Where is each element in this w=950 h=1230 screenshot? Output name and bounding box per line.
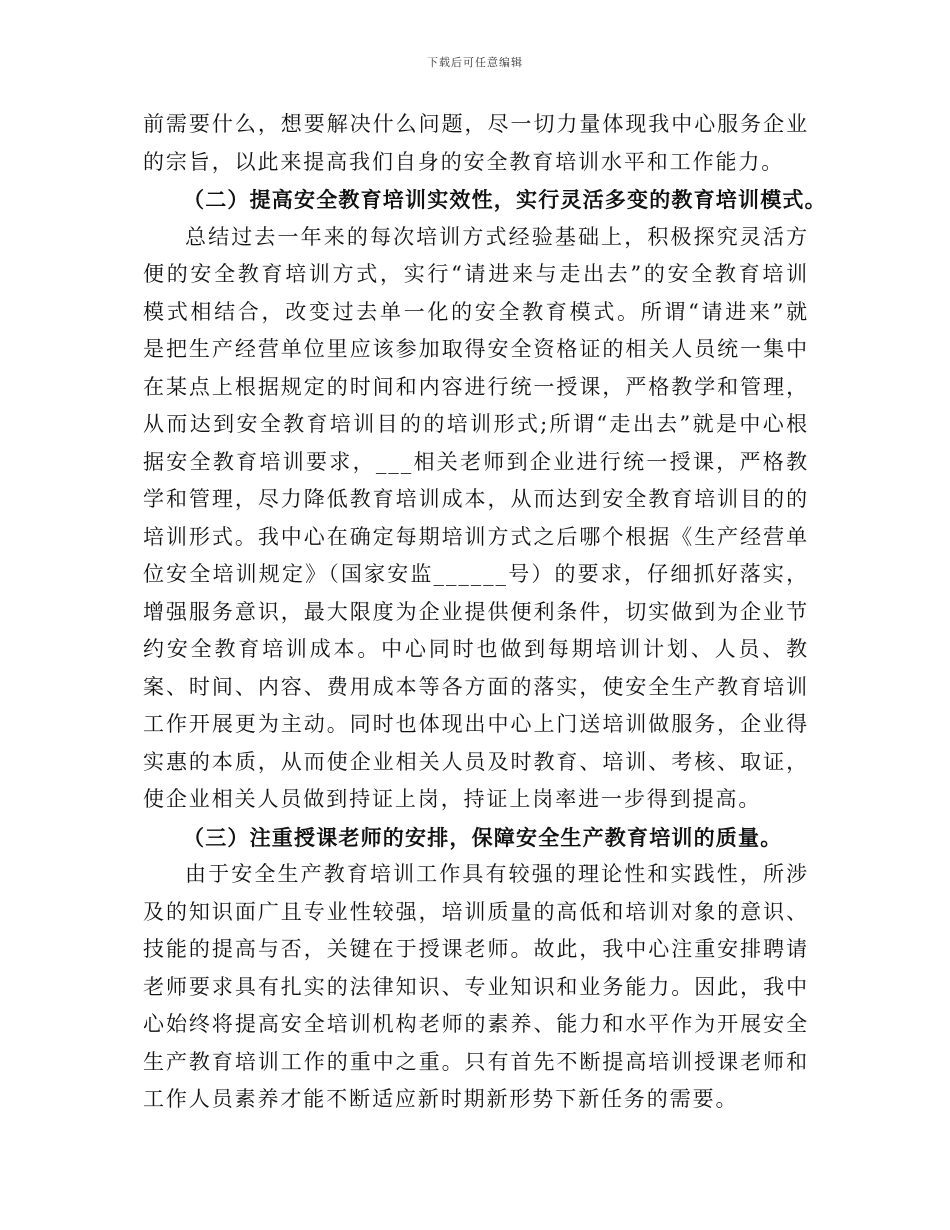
document-body xyxy=(143,106,827,1119)
section-heading-3: （三）注重授课老师的安排，保障安全生产教育培训的质量。 xyxy=(183,824,783,850)
section-heading-2: （二）提高安全教育培训实效性，实行灵活多变的教育培训模式。 xyxy=(183,187,827,212)
page-header-note: 下载后可任意编辑 xyxy=(427,56,523,69)
paragraph-teacher-quality: 由于安全生产教育培训工作具有较强的理论性和实践性，所涉及的知识面广且专业性较强，培训质量的高低和培训对象的意识、技能的提高与否，关键在于授课老师。故此，我中心注重安排聘请老师要求具有扎实的法律知识、专业知识和业务能力。因此，我中心始终将提高安全培训机构老师的素养、能力和水平作为开展安全生产教育培训工作的重中之重。只有首先不断提高培训授课老师和工作人员素养才能不断适应新时期新形势下新任务的需要。 xyxy=(143,862,809,1111)
paragraph-training-modes: 总结过去一年来的每次培训方式经验基础上，积极探究灵活方便的安全教育培训方式，实行“请进来与走出去”的安全教育培训模式相结合，改变过去单一化的安全教育模式。所谓“请进来”就是把生产经营单位里应该参加取得安全资格证的相关人员统一集中在某点上根据规定的时间和内容进行统一授课，严格教学和管理，从而达到安全教育培训目的的培训形式;所谓“走出去”就是中心根据安全教育培训要求，___相关老师到企业进行统一授课，严格教学和管理，尽力降低教育培训成本，从而达到安全教育培训目的的培训形式。我中心在确定每期培训方式之后哪个根据《生产经营单位安全培训规定》（国家安监______号）的要求，仔细抓好落实，增强服务意识，最大限度为企业提供便利条件，切实做到为企业节约安全教育培训成本。中心同时也做到每期培训计划、人员、教案、时间、内容、费用成本等各方面的落实，使安全生产教育培训工作开展更为主动。同时也体现出中心上门送培训做服务，企业得实惠的本质，从而使企业相关人员及时教育、培训、考核、取证，使企业相关人员做到持证上岗，持证上岗率进一步得到提高。 xyxy=(143,224,809,811)
paragraph-continuation: 前需要什么，想要解决什么问题，尽一切力量体现我中心服务企业的宗旨，以此来提高我们自身的安全教育培训水平和工作能力。 xyxy=(143,112,809,174)
